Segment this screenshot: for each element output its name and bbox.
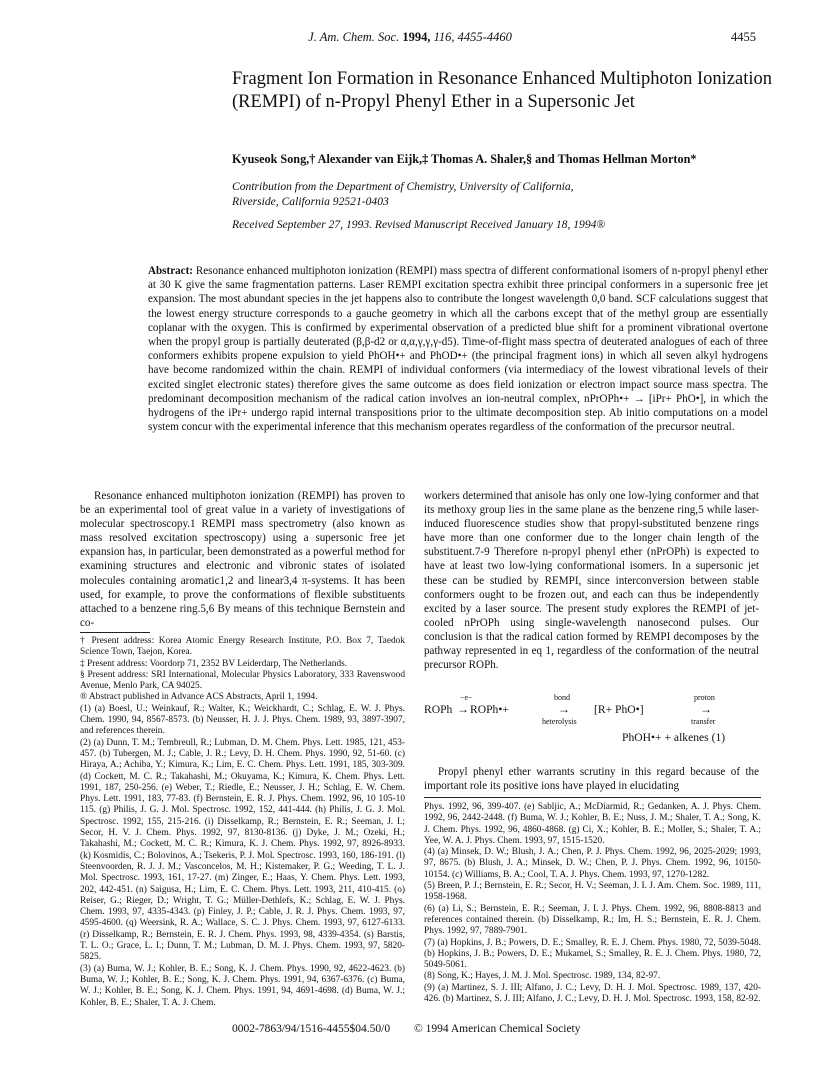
intro-paragraph-2: workers determined that anisole has only one low-lying conformer and that its methoxy group lies in the same plane as the benzene ring,5 while laser-induced fluorescence studies show that propyl-substituted benzene rings have more than one conformer due to the longer chain length of the substituent.7-9 Therefore n-propyl phenyl ether (nPrOPh) is expected to have at least two low-lying conformational isomers. In a supersonic jet these can be studied by REMPI, since interconversion between stable conformers ought to be frozen out, and each can thus be independently excited by a laser source. The present study explores the REMPI of jet-cooled nPrOPh using single-wavelength nanosecond pulses. Our conclusion is that the radical cation formed by REMPI decomposes by the pathway represented in eq 1, regardless of the conformation of the neutral precursor ROPh. <box>424 490 759 672</box>
discussion-paragraph: Propyl phenyl ether warrants scrutiny in this regard because of the important role its positive ions have played in elucidating <box>424 766 759 793</box>
affiliation-line-2: Riverside, California 92521-0403 <box>232 194 389 208</box>
equation-reactant: ROPh <box>424 703 453 716</box>
left-footnotes <box>80 636 405 1009</box>
footnote: (6) (a) Li, S.; Bernstein, E. R.; Seeman, J. I. J. Phys. Chem. 1992, 96, 8808-8813 and references contained therein. (b) Disselkamp, R.; Im, H. S.; Bernstein, E. R. J. Chem. Phys. 1992, 97, 7889-7901. <box>424 903 761 937</box>
equation-transfer-label: transfer <box>691 717 716 726</box>
footnote: (2) (a) Dunn, T. M.; Tembreull, R.; Lubman, D. M. Chem. Phys. Lett. 1985, 121, 453-457. (b) Tubergen, M. J.; Cable, J. R.; Levy, D. H. Chem. Phys. 1990, 92, 51-60. (c) Hiraya, A.; Achiba, Y.; Kimura, K.; Lim, E. C. Chem. Phys. Lett. 1991, 185, 303-309. (d) Cockett, M. C. R.; Takahashi, M.; Okuyama, K.; Kimura, K. Chem. Phys. Lett. 1991, 187, 250-256. (e) Weber, T.; Riedle, E.; Neusser, J. H.; Schlag, E. W. Chem. Phys. Lett. 1991, 183, 77-83. (f) Bernstein, E. R. J. Phys. Chem. 1992, 96, 10 105-10 115. (g) Philis, J. G. J. Mol. Spectrosc. 1992, 152, 441-444. (h) Philis, J. G. J. Mol. Spectrosc. 1992, 155, 215-216. (i) Disselkamp, R.; Bernstein, E. R.; Seeman, J. I.; Secor, H. V. J. Chem. Phys. 1992, 97, 8130-8136. (j) Dyke, J. M.; Ozeki, H.; Takahashi, M.; Cockett, M. C. R.; Kimura, K. J. Chem. Phys. 1992, 97, 8926-8933. (k) Kosmidis, C.; Bolovinos, A.; Tsekeris, P. J. Mol. Spectrosc. 1993, 160, 186-191. (l) Steenvoorden, R. J. J. M.; Vasconcelos, M. H.; Kistemaker, P. G.; Weeding, T. L. J. Mol. Spectrosc. 1993, 161, 17-27. (m) Zinger, E.; Haas, Y. Chem. Phys. Lett. 1993, 202, 442-451. (n) Saigusa, H.; Lim, E. C. Chem. Phys. Lett. 1993, 211, 410-415. (o) Reiser, G.; Rieger, D.; Wright, T. G.; Müller-Dethlefs, K.; Schlag, E. W. J. Phys. Chem. 1993, 97, 4335-4343. (p) Finley, J. P.; Cable, J. R. J. Phys. Chem. 1993, 97, 4595-4600. (q) Weersink, R. A.; Wallace, S. C. J. Phys. Chem. 1993, 97, 6127-6133. (r) Disselkamp, R.; Bernstein, E. R. J. Chem. Phys. 1993, 98, 4339-4354. (s) Barstis, T. L. O.; Grace, L. I.; Dunn, T. M.; Lubman, D. M. J. Phys. Chem. 1993, 97, 5820-5825. <box>80 737 405 963</box>
received-dates: Received September 27, 1993. Revised Manuscript Received January 18, 1994® <box>232 218 606 231</box>
affiliation <box>232 180 752 209</box>
abstract-text: Resonance enhanced multiphoton ionization (REMPI) mass spectra of different conformational isomers of n-propyl phenyl ether at 30 K give the same fragmentation patterns. Laser REMPI excitation spectra exhibit three principal conformers in a supersonic free jet expansion. The most abundant species in the jet happens also to contribute the longest wavelength 0,0 band. SCF calculations suggest that the lowest energy structure corresponds to a gauche geometry in which all the carbons except that of the methyl group are essentially coplanar with the oxygen. This is confirmed by experimental observation of a predicted blue shift for a prominent vibrational overtone when the propyl group is partially deuterated (β,β-d2 or α,α,γ,γ,γ-d5). Time-of-flight mass spectra of deuterated analogues of each of three conformers exhibits propene expulsion to yield PhOH•+ and PhOD•+ (the principal fragment ions) in which all seven alkyl hydrogens have become randomized within the chain. REMPI of individual conformers (via intermediacy of the lowest vibrational levels of their excited singlet electronic states) therefore gives the same outcome as does field ionization or electron impact source mass spectra. The predominant decomposition mechanism of the radical cation involves an ion-neutral complex, nPrOPh•+ → [iPr+ PhO•], in which the hydrogens of the iPr+ undergo rapid internal transpositions prior to the ultimate decomposition step. Ab initio computations on a model system concur with the experimental inference that this mechanism operates regardless of the conformation of the precursor neutral. <box>148 265 768 434</box>
footnote: (3) (a) Buma, W. J.; Kohler, B. E.; Song, K. J. Chem. Phys. 1990, 92, 4622-4623. (b) Buma, W. J.; Kohler, B. E.; Song, K. J. Chem. Phys. 1991, 94, 6367-6376. (c) Buma, W. J.; Kohler, B. E.; Song, K. J. Chem. Phys. 1991, 94, 4691-4698. (d) Buma, W. J.; Kohler, B. E.; Shaler, T. A. J. Chem. <box>80 963 405 1008</box>
equation-heterolysis-label: heterolysis <box>542 717 577 726</box>
abstract-label: Abstract: <box>148 265 193 277</box>
footnote: † Present address: Korea Atomic Energy Research Institute, P.O. Box 7, Taedok Science Town, Taejon, Korea. <box>80 636 405 658</box>
left-column-body <box>80 489 405 630</box>
affiliation-line-1: Contribution from the Department of Chemistry, University of California, <box>232 180 574 193</box>
right-footnotes <box>424 802 761 1005</box>
author-list: Kyuseok Song,† Alexander van Eijk,‡ Thomas A. Shaler,§ and Thomas Hellman Morton* <box>232 152 697 166</box>
equation-bond-label: bond <box>554 693 570 702</box>
journal-volume: 116, <box>433 30 455 44</box>
page-number: 4455 <box>731 30 756 44</box>
footnote: Phys. 1992, 96, 399-407. (e) Sabljic, A.; McDiarmid, R.; Gedanken, A. J. Phys. Chem. 1992, 96, 2442-2448. (f) Buma, W. J.; Kohler, B. E.; Nuss, J. M.; Shaler, T. A.; Song, K. J. Chem. Phys. 1992, 96, 4860-4868. (g) Ci, X.; Kohler, B. E.; Moller, S.; Shaler, T. A.; Yee, W. A. J. Phys. Chem. 1993, 97, 1515-1520. <box>424 802 761 846</box>
article-code: 0002-7863/94/1516-4455$04.50/0 <box>232 1023 391 1035</box>
article-title: Fragment Ion Formation in Resonance Enhanced Multiphoton Ionization (REMPI) of n-Propyl Phenyl Ether in a Supersonic Jet <box>232 69 772 112</box>
equation-arrow-2: → <box>558 702 570 716</box>
equation-complex: [R+ PhO•] <box>594 703 644 716</box>
footnote: (7) (a) Hopkins, J. B.; Powers, D. E.; Smalley, R. E. J. Chem. Phys. 1980, 72, 5039-5048. (b) Hopkins, J. B.; Powers, D. E.; Mukamel, S.; Smalley, R. E. J. Chem. Phys. 1980, 72, 5049-5061. <box>424 937 761 971</box>
intro-paragraph-1: Resonance enhanced multiphoton ionization (REMPI) has proven to be an experimental tool of great value in a variety of investigations of molecular spectroscopy.1 REMPI mass spectrometry (also known as mass resolved excitation spectroscopy) using a supersonic free jet expansion has, in particular, been demonstrated as a powerful method for examining structures and electronic and vibronic states of isolated molecules containing aromatic1,2 and linear3,4 π-systems. It has been used, for example, to prove the conformations of flexible substituents attached to a benzene ring.5,6 By means of this technique Bernstein and co- <box>80 490 405 629</box>
right-column-body-continued <box>424 765 759 793</box>
footnote: (8) Song, K.; Hayes, J. M. J. Mol. Spectrosc. 1989, 134, 82-97. <box>424 971 661 982</box>
equation-electron-loss: −e− <box>460 693 473 702</box>
journal-pages: 4455-4460 <box>457 30 512 44</box>
journal-name: J. Am. Chem. Soc. <box>308 30 400 44</box>
copyright-notice: © 1994 American Chemical Society <box>414 1023 581 1035</box>
equation-proton-label: proton <box>694 693 715 702</box>
footnote: (4) (a) Minsek, D. W.; Blush, J. A.; Chen, P. J. Phys. Chem. 1992, 96, 2025-2029; 1993, 97, 8675. (b) Blush, J. A.; Minsek, D. W.; Chen, P. J. Phys. Chem. 1992, 96, 10150-10154. (c) Williams, B. A.; Cool, T. A. J. Phys. Chem. 1993, 97, 1270-1282. <box>424 847 761 880</box>
running-header <box>0 30 820 46</box>
footnote: ‡ Present address: Voordorp 71, 2352 BV Leiderdarp, The Netherlands. <box>80 658 348 669</box>
equation-products: PhOH•+ + alkenes (1) <box>622 731 726 744</box>
equation-radical-cation: ROPh•+ <box>470 703 509 716</box>
footnote: § Present address: SRI International, Molecular Physics Laboratory, 333 Ravenswood Avenue, Menlo Park, CA 94025. <box>80 669 405 692</box>
footnote-divider-left <box>80 632 150 633</box>
journal-year: 1994, <box>402 30 431 44</box>
footnote: (9) (a) Martinez, S. J. III; Alfano, J. C.; Levy, D. H. J. Mol. Spectrosc. 1989, 137, 420-426. (b) Martinez, S. J. III; Alfano, J. C.; Levy, D. H. J. Mol. Spectrosc. 1993, 158, 82-92. <box>424 982 761 1005</box>
abstract <box>148 264 768 434</box>
equation-1 <box>424 693 764 751</box>
footnote-divider-right <box>424 797 761 798</box>
equation-arrow-3: → <box>700 702 712 716</box>
footnote: ® Abstract published in Advance ACS Abstracts, April 1, 1994. <box>80 692 318 703</box>
equation-arrow-1: → <box>457 702 469 716</box>
footnote: (5) Breen, P. J.; Bernstein, E. R.; Secor, H. V.; Seeman, J. I. J. Am. Chem. Soc. 1989, 111, 1958-1968. <box>424 881 761 903</box>
footnote: (1) (a) Boesl, U.; Weinkauf, R.; Walter, K.; Weickhardt, C.; Schlag, E. W. J. Phys. Chem. 1990, 94, 8567-8573. (b) Neusser, H. J. J. Phys. Chem. 1989, 93, 3897-3907, and references therein. <box>80 703 405 737</box>
journal-citation <box>0 30 820 45</box>
right-column-body <box>424 489 759 672</box>
